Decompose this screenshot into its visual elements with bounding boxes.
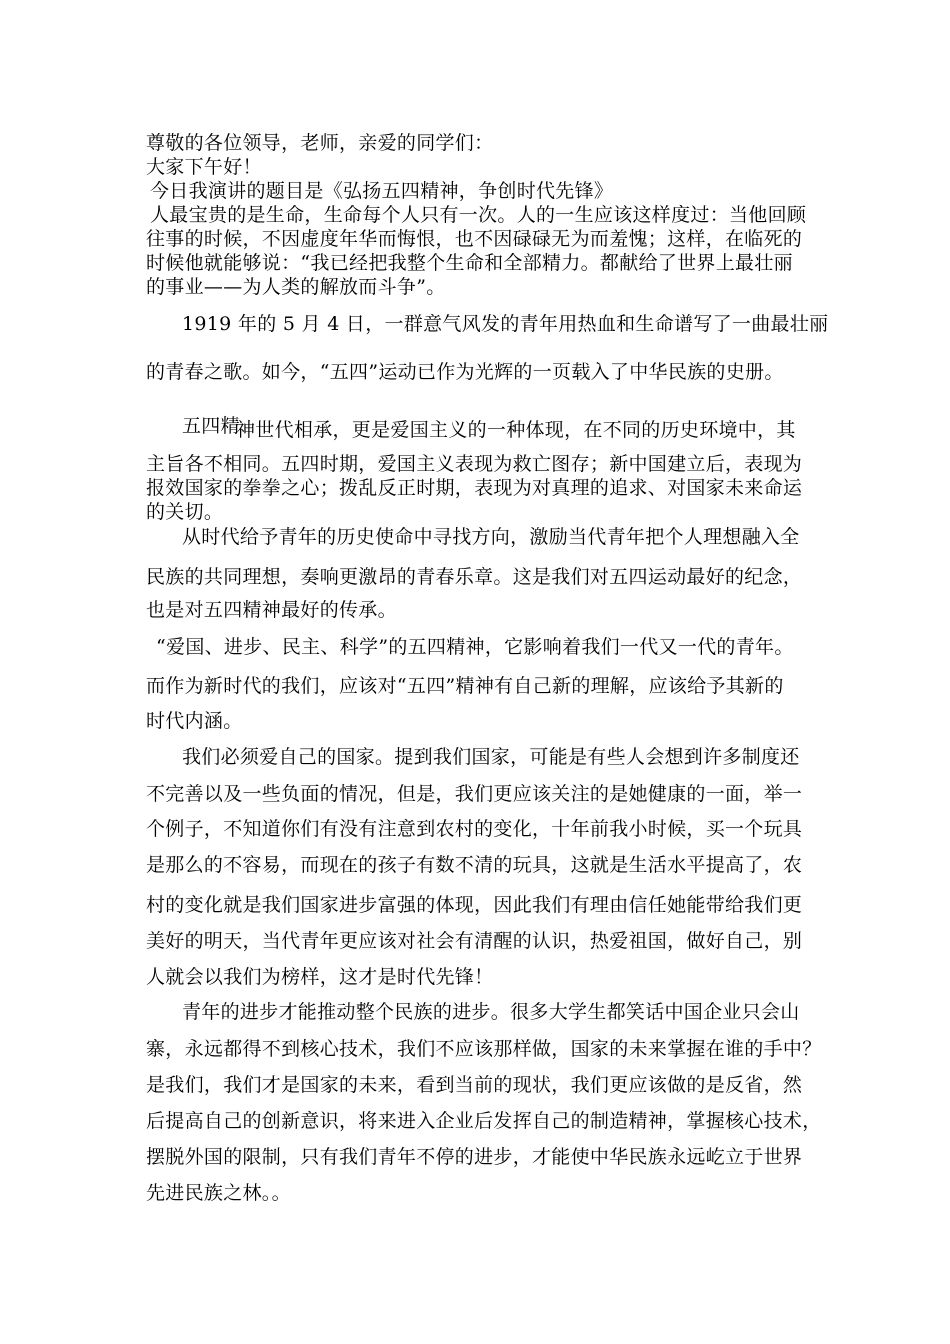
- text-line: 报效国家的拳拳之心；拨乱反正时期，表现为对真理的追求、对国家未来命运: [146, 477, 803, 499]
- text-line: 不完善以及一些负面的情况，但是，我们更应该关注的是她健康的一面，举一: [146, 783, 803, 805]
- text-line: 村的变化就是我们国家进步富强的体现，因此我们有理由信任她能带给我们更: [146, 894, 803, 916]
- text-line: 民族的共同理想，奏响更激昂的青春乐章。这是我们对五四运动最好的纪念，: [146, 566, 803, 588]
- text-line: 从时代给予青年的历史使命中寻找方向，激励当代青年把个人理想融入全: [182, 526, 800, 548]
- text-line: 后提高自己的创新意识，将来进入企业后发挥自己的制造精神，掌握核心技术，: [146, 1110, 822, 1132]
- text-line: 先进民族之林。。: [146, 1182, 291, 1204]
- salutation-line: 尊敬的各位领导，老师，亲爱的同学们：: [146, 132, 494, 154]
- text-line: 主旨各不相同。五四时期，爱国主义表现为救亡图存；新中国建立后，表现为: [146, 453, 803, 475]
- text-line: 摆脱外国的限制，只有我们青年不停的进步，才能使中华民族永远屹立于世界: [146, 1146, 803, 1168]
- text-line-start: 五四精: [182, 415, 240, 437]
- text-line-continuation: 神世代相承，更是爱国主义的一种体现，在不同的历史环境中，其: [236, 419, 796, 441]
- text-line: 是我们，我们才是国家的未来，看到当前的现状，我们更应该做的是反省，然: [146, 1074, 803, 1096]
- text-line: 人就会以我们为榜样，这才是时代先锋！: [146, 966, 494, 988]
- text-line: 而作为新时代的我们，应该对“五四”精神有自己新的理解，应该给予其新的: [146, 675, 784, 697]
- text-line: 的青春之歌。如今，“五四”运动已作为光辉的一页载入了中华民族的史册。: [146, 361, 784, 383]
- greeting-line: 大家下午好！: [146, 156, 262, 178]
- text-line: 1919 年的 5 月 4 日，一群意气风发的青年用热血和生命谱写了一曲最壮丽: [182, 313, 829, 335]
- text-line: 我们必须爱自己的国家。提到我们国家，可能是有些人会想到许多制度还: [182, 746, 800, 768]
- text-line: 美好的明天，当代青年更应该对社会有清醒的认识，热爱祖国，做好自己，别: [146, 930, 803, 952]
- text-line: 往事的时候，不因虚度年华而悔恨，也不因碌碌无为而羞愧；这样，在临死的: [146, 228, 803, 250]
- text-line: 的关切。: [146, 501, 224, 523]
- text-line: 时候他就能够说：“我已经把我整个生命和全部精力。都献给了世界上最壮丽: [146, 252, 793, 274]
- text-line: 是那么的不容易，而现在的孩子有数不清的玩具，这就是生活水平提高了，农: [146, 854, 803, 876]
- text-line: 也是对五四精神最好的传承。: [146, 599, 397, 621]
- text-line: 个例子，不知道你们有没有注意到农村的变化，十年前我小时候，买一个玩具: [146, 818, 803, 840]
- text-line: 寨，永远都得不到核心技术，我们不应该那样做，国家的未来掌握在谁的手中？: [146, 1038, 822, 1060]
- text-line: “爱国、进步、民主、科学”的五四精神，它影响着我们一代又一代的青年。: [156, 636, 794, 658]
- text-line: 青年的进步才能推动整个民族的进步。很多大学生都笑话中国企业只会山: [182, 1001, 800, 1023]
- text-line: 的事业——为人类的解放而斗争”。: [146, 276, 446, 298]
- speech-title-line: 今日我演讲的题目是《弘扬五四精神，争创时代先锋》: [150, 180, 614, 202]
- text-line: 人最宝贵的是生命，生命每个人只有一次。人的一生应该这样度过：当他回顾: [150, 204, 807, 226]
- text-line: 时代内涵。: [146, 710, 243, 732]
